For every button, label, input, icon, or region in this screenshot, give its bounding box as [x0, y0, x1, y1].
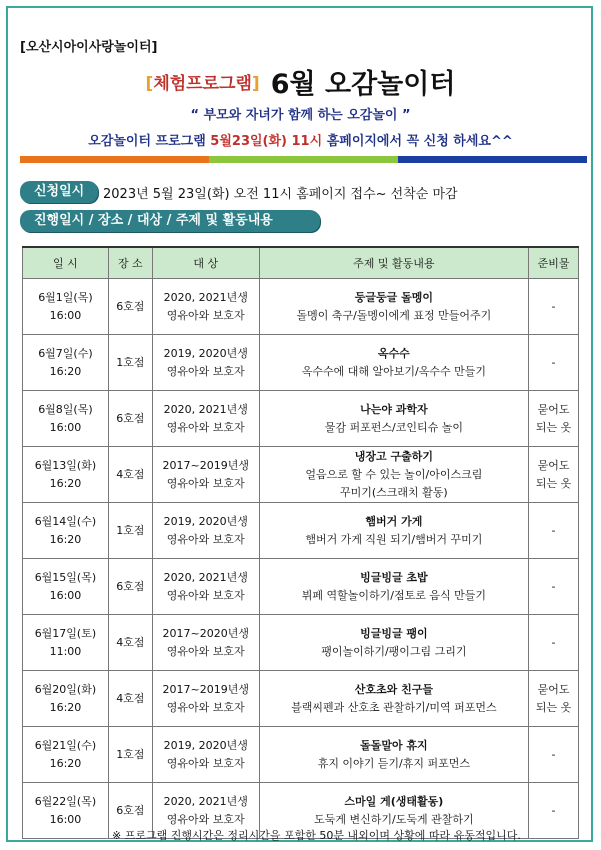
program-tag: [체험프로그램]: [145, 74, 260, 94]
cell-time: 16:20: [49, 364, 82, 378]
cell-materials-line1: 묻어도: [537, 402, 570, 416]
cell-topic-desc: 얼음으로 할 수 있는 놀이/아이스크림: [305, 467, 483, 481]
cell-target-years: 2017~2019년생: [162, 682, 249, 696]
header-target: 대 상: [152, 247, 259, 279]
cell-target: [152, 447, 259, 503]
cell-target-group: 영유아와 보호자: [166, 812, 245, 826]
cell-topic-desc: 뷔페 역할놀이하기/점토로 음식 만들기: [301, 588, 486, 602]
main-title: 6월 오감놀이터: [270, 69, 456, 100]
cell-target: [152, 615, 259, 671]
cell-datetime: [23, 335, 109, 391]
cell-place: 1호점: [108, 335, 152, 391]
cell-target-group: 영유아와 보호자: [166, 700, 245, 714]
registration-date-highlight: 5월23일(화) 11시: [210, 134, 323, 149]
cell-topic-title: 산호초와 친구들: [354, 682, 433, 696]
footnote: ※ 프로그램 진행시간은 정리시간을 포함한 50분 내외이며 상황에 따라 유동적입니다.: [112, 829, 521, 842]
cell-datetime: [23, 503, 109, 559]
cell-topic-desc: 돌멩이 축구/돌멩이에게 표정 만들어주기: [296, 308, 492, 322]
cell-materials-line1: -: [551, 635, 556, 649]
cell-target-years: 2020, 2021년생: [163, 402, 248, 416]
cell-time: 11:00: [49, 644, 82, 658]
cell-topic-title: 빙글빙글 초밥: [360, 570, 428, 584]
cell-topic: [259, 503, 528, 559]
cell-datetime: [23, 727, 109, 783]
cell-materials: [529, 447, 579, 503]
cell-materials: [529, 783, 579, 839]
cell-date: 6월14일(수): [34, 514, 97, 528]
cell-materials: [529, 503, 579, 559]
page-title: [0, 62, 601, 101]
cell-topic-desc: 팽이놀이하기/팽이그림 그리기: [321, 644, 467, 658]
registration-notice: 오감놀이터 프로그램 5월23일(화) 11시 홈페이지에서 꼭 신청 하세요^^: [88, 134, 513, 149]
divider-orange: [20, 156, 209, 163]
cell-target-years: 2020, 2021년생: [163, 290, 248, 304]
cell-topic: [259, 335, 528, 391]
cell-time: 16:00: [49, 308, 82, 322]
cell-datetime: [23, 279, 109, 335]
cell-datetime: [23, 671, 109, 727]
divider-blue: [398, 156, 587, 163]
table-row: [23, 615, 579, 671]
cell-topic-desc: 햄버거 가게 직원 되기/햄버거 꾸미기: [305, 532, 483, 546]
cell-target-years: 2019, 2020년생: [163, 514, 248, 528]
cell-datetime: [23, 783, 109, 839]
cell-place: 1호점: [108, 503, 152, 559]
schedule-table: [22, 246, 579, 839]
cell-materials: [529, 671, 579, 727]
cell-materials-line1: -: [551, 299, 556, 313]
cell-target-years: 2019, 2020년생: [163, 346, 248, 360]
cell-materials-line2: 되는 옷: [535, 700, 572, 714]
cell-topic-title: 빙글빙글 팽이: [360, 626, 428, 640]
cell-date: 6월22일(목): [34, 794, 97, 808]
cell-target-group: 영유아와 보호자: [166, 420, 245, 434]
cell-topic-desc: 옥수수에 대해 알아보기/옥수수 만들기: [301, 364, 486, 378]
color-divider: [20, 156, 587, 163]
cell-time: 16:20: [49, 476, 82, 490]
cell-target-years: 2017~2020년생: [162, 626, 249, 640]
cell-topic-desc: 휴지 이야기 듣기/휴지 퍼포먼스: [317, 756, 471, 770]
cell-place: 4호점: [108, 615, 152, 671]
cell-date: 6월8일(목): [38, 402, 93, 416]
cell-target-years: 2020, 2021년생: [163, 570, 248, 584]
cell-target: [152, 503, 259, 559]
cell-date: 6월1일(목): [38, 290, 93, 304]
cell-topic-title: 냉장고 구출하기: [354, 449, 433, 463]
cell-datetime: [23, 615, 109, 671]
table-header-row: [23, 247, 579, 279]
cell-target-years: 2017~2019년생: [162, 458, 249, 472]
cell-time: 16:00: [49, 420, 82, 434]
cell-topic-desc: 블랙씨펜과 산호초 관찰하기/미역 퍼포먼스: [291, 700, 497, 714]
table-row: [23, 727, 579, 783]
cell-time: 16:20: [49, 532, 82, 546]
table-row: [23, 391, 579, 447]
cell-target: [152, 391, 259, 447]
cell-topic-title: 돌돌말아 휴지: [360, 738, 428, 752]
cell-topic-title: 스마일 게(생태활동): [344, 794, 444, 808]
cell-materials: [529, 279, 579, 335]
cell-place: 4호점: [108, 671, 152, 727]
cell-datetime: [23, 391, 109, 447]
cell-materials-line1: 묻어도: [537, 458, 570, 472]
header-place: 장 소: [108, 247, 152, 279]
cell-materials-line1: -: [551, 523, 556, 537]
cell-target: [152, 559, 259, 615]
cell-date: 6월13일(화): [34, 458, 97, 472]
cell-materials: [529, 615, 579, 671]
cell-materials-line1: -: [551, 579, 556, 593]
cell-date: 6월21일(수): [34, 738, 97, 752]
apply-text: 2023년 5월 23일(화) 오전 11시 홈페이지 접수~ 선착순 마감: [103, 187, 458, 202]
cell-materials-line2: 되는 옷: [535, 420, 572, 434]
cell-topic-desc: 도둑게 변신하기/도둑게 관찰하기: [314, 812, 474, 826]
cell-materials-line1: -: [551, 355, 556, 369]
header-topic: 주제 및 활동내용: [259, 247, 528, 279]
cell-materials: [529, 391, 579, 447]
cell-topic: [259, 559, 528, 615]
cell-target-group: 영유아와 보호자: [166, 532, 245, 546]
cell-target: [152, 279, 259, 335]
cell-place: 6호점: [108, 391, 152, 447]
cell-topic: [259, 447, 528, 503]
cell-topic: [259, 391, 528, 447]
cell-topic-title: 나는야 과학자: [360, 402, 428, 416]
cell-date: 6월17일(토): [34, 626, 97, 640]
cell-topic-desc-2: 꾸미기(스크래치 활동): [340, 485, 448, 499]
table-row: [23, 279, 579, 335]
cell-target: [152, 727, 259, 783]
cell-datetime: [23, 447, 109, 503]
cell-datetime: [23, 559, 109, 615]
section-label: 진행일시 / 장소 / 대상 / 주제 및 활동내용: [20, 210, 320, 232]
cell-place: 6호점: [108, 783, 152, 839]
cell-target-group: 영유아와 보호자: [166, 644, 245, 658]
cell-topic: [259, 279, 528, 335]
cell-materials-line1: 묻어도: [537, 682, 570, 696]
cell-target-group: 영유아와 보호자: [166, 308, 245, 322]
organization-label: [오산시아이사랑놀이터]: [20, 40, 158, 55]
cell-target-group: 영유아와 보호자: [166, 588, 245, 602]
table-row: [23, 559, 579, 615]
cell-target: [152, 671, 259, 727]
cell-time: 16:20: [49, 756, 82, 770]
cell-place: 1호점: [108, 727, 152, 783]
cell-target-group: 영유아와 보호자: [166, 364, 245, 378]
cell-target: [152, 335, 259, 391]
cell-materials: [529, 559, 579, 615]
cell-place: 6호점: [108, 559, 152, 615]
cell-materials-line2: 되는 옷: [535, 476, 572, 490]
cell-materials-line1: -: [551, 747, 556, 761]
cell-place: 6호점: [108, 279, 152, 335]
cell-target-years: 2020, 2021년생: [163, 794, 248, 808]
cell-materials-line1: -: [551, 803, 556, 817]
cell-topic-desc: 물감 퍼포펀스/코인티슈 놀이: [324, 420, 463, 434]
cell-target-years: 2019, 2020년생: [163, 738, 248, 752]
table-row: [23, 335, 579, 391]
cell-topic-title: 햄버거 가게: [365, 514, 423, 528]
apply-label: 신청일시: [20, 181, 98, 203]
table-row: [23, 503, 579, 559]
cell-time: 16:20: [49, 700, 82, 714]
table-row: [23, 447, 579, 503]
table-row: [23, 671, 579, 727]
divider-green: [209, 156, 398, 163]
subtitle: “ 부모와 자녀가 함께 하는 오감놀이 ”: [190, 108, 411, 123]
cell-topic: [259, 727, 528, 783]
cell-time: 16:00: [49, 812, 82, 826]
header-materials: 준비물: [529, 247, 579, 279]
cell-time: 16:00: [49, 588, 82, 602]
cell-date: 6월20일(화): [34, 682, 97, 696]
cell-date: 6월15일(목): [34, 570, 97, 584]
cell-topic: [259, 671, 528, 727]
cell-target-group: 영유아와 보호자: [166, 756, 245, 770]
cell-topic-title: 옥수수: [377, 346, 410, 360]
cell-date: 6월7일(수): [38, 346, 93, 360]
cell-target-group: 영유아와 보호자: [166, 476, 245, 490]
header-datetime: 일 시: [23, 247, 109, 279]
cell-topic: [259, 615, 528, 671]
cell-materials: [529, 727, 579, 783]
cell-topic-title: 둥글둥글 돌멩이: [354, 290, 433, 304]
cell-place: 4호점: [108, 447, 152, 503]
cell-materials: [529, 335, 579, 391]
